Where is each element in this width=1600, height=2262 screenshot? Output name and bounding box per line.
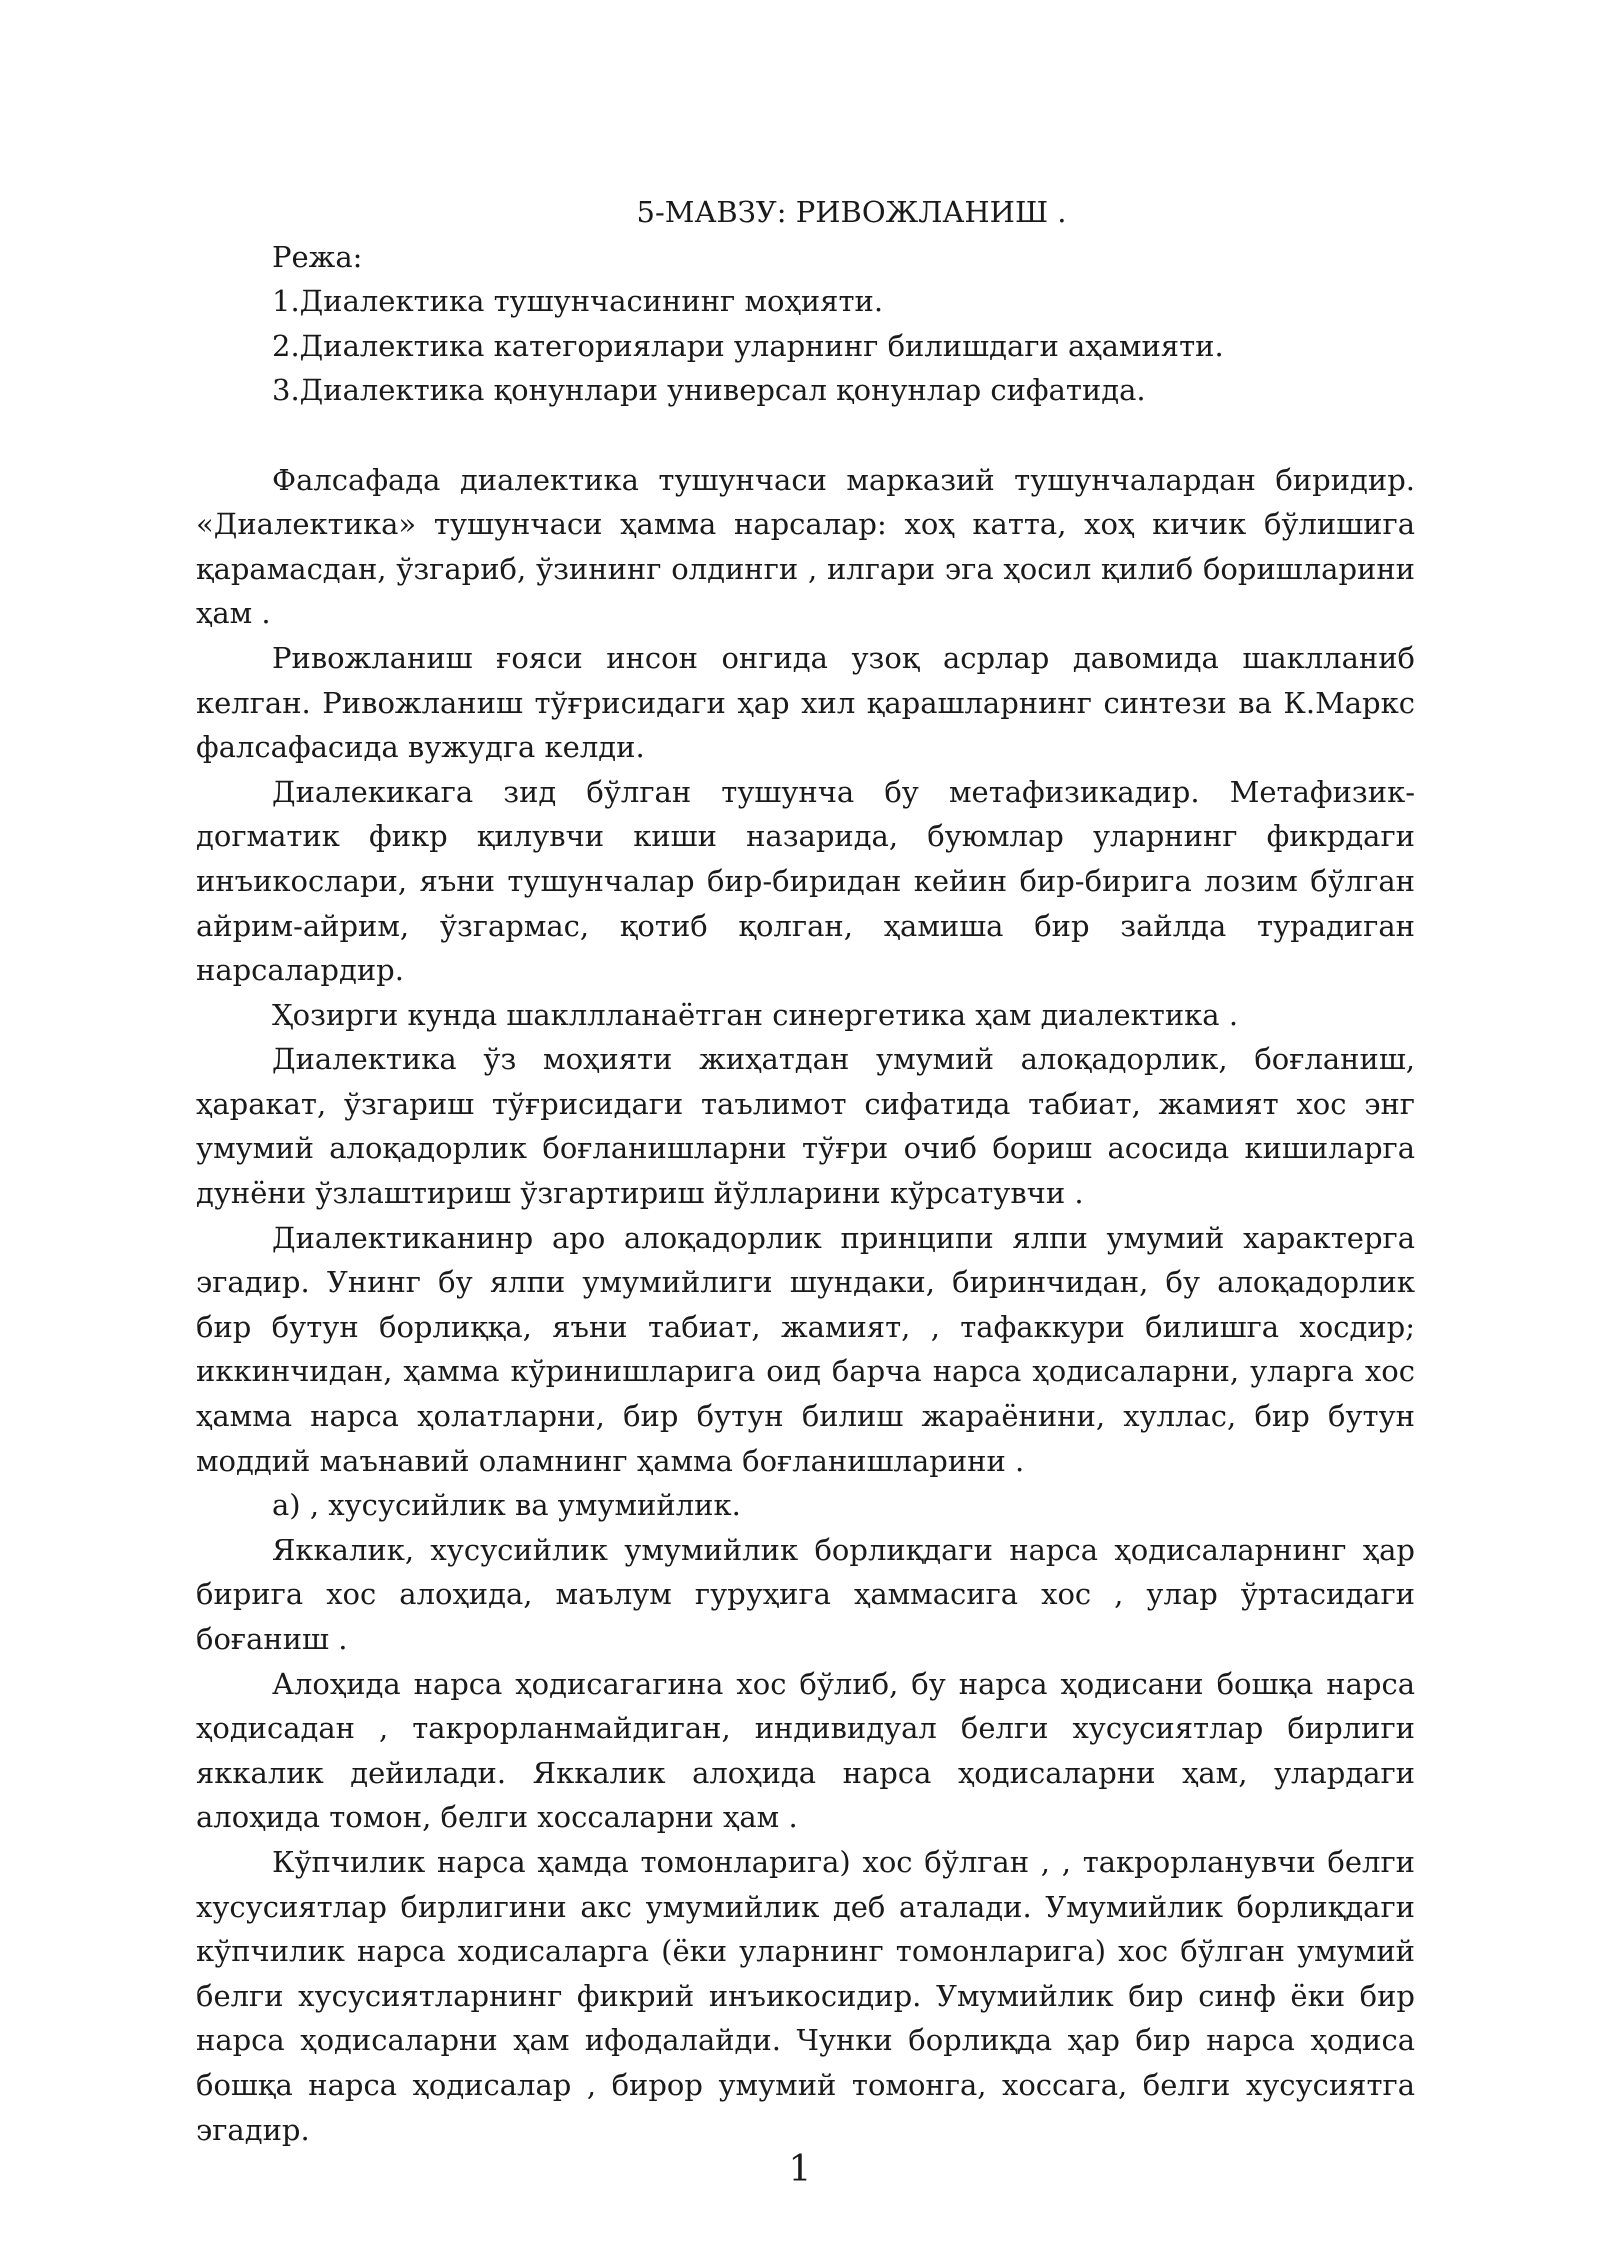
plan-item: 2.Диалектика категориялари уларнинг билишдаги аҳамияти. [272, 328, 1224, 363]
document-page [196, 190, 1415, 2152]
body-paragraph: Диалекикага зид бўлган тушунча бу метафизикадир. Метафизик-догматик фикр қилувчи киши назарида, буюмлар уларнинг фикрдаги инъикослари, яъни тушунчалар бир-биридан кейин бир-бирига лозим бўлган айрим-айрим, ўзгармас, қотиб қолган, ҳамиша бир зайлда турадиган нарсалардир. [196, 774, 1415, 988]
body-paragraph: Диалектиканинр аро алоқадорлик принципи ялпи умумий характерга эгадир. Унинг бу ялпи умумийлиги шундаки, биринчидан, бу алоқадорлик бир бутун борлиққа, яъни табиат, жамият, , тафаккури билишга хосдир; иккинчидан, ҳамма кўринишларига оид барча нарса ҳодисаларни, уларга хос ҳамма нарса ҳолатларни, бир бутун билиш жараёнини, хуллас, бир бутун моддий маънавий оламнинг ҳамма боғланишларини . [196, 1220, 1415, 1478]
body-paragraph: Кўпчилик нарса ҳамда томонларига) хос бўлган , , такрорланувчи белги хусусиятлар бирлигини акс умумийлик деб аталади. Умумийлик борлиқдаги кўпчилик нарса ходисаларга (ёки уларнинг томонларига) хос бўлган умумий белги хусусиятларнинг фикрий инъикосидир. Умумийлик бир синф ёки бир нарса ҳодисаларни ҳам ифодалайди. Чунки борлиқда ҳар бир нарса ҳодиса бошқа нарса ҳодисалар , бирор умумий томонга, хоссага, белги хусусиятга эгадир. [196, 1844, 1415, 2147]
document-title: 5-МАВЗУ: РИВОЖЛАНИШ . [636, 195, 1067, 229]
body-paragraph: а) , хусусийлик ва умумийлик. [272, 1488, 741, 1523]
body-paragraph: Ривожланиш ғояси инсон онгида узоқ асрлар давомида шаклланиб келган. Ривожланиш тўғрисидаги ҳар хил қарашларнинг синтези ва К.Маркс фалсафасида вужудга келди. [196, 640, 1415, 765]
body-paragraph: Фалсафада диалектика тушунчаси марказий тушунчалардан биридир. «Диалектика» тушунчаси ҳамма нарсалар: хоҳ катта, хоҳ кичик бўлишига қарамасдан, ўзгариб, ўзининг олдинги , илгари эга ҳосил қилиб боришларини ҳам . [196, 462, 1415, 631]
body-paragraph: Яккалик, хусусийлик умумийлик борлиқдаги нарса ҳодисаларнинг ҳар бирига хос алоҳида, маълум гуруҳига ҳаммасига хос , улар ўртасидаги боғаниш . [196, 1532, 1415, 1656]
body-paragraph: Алоҳида нарса ҳодисагагина хос бўлиб, бу нарса ҳодисани бошқа нарса ҳодисадан , такрорланмайдиган, индивидуал белги хусусиятлар бирлиги яккалик дейилади. Яккалик алоҳида нарса ҳодисаларни ҳам, улардаги алоҳида томон, белги хоссаларни ҳам . [196, 1666, 1415, 1835]
body-paragraph: Ҳозирги кунда шакллланаётган синергетика ҳам диалектика . [272, 997, 1239, 1032]
plan-item: 3.Диалектика қонунлари универсал қонунлар сифатида. [272, 373, 1146, 408]
page-number: 1 [788, 2149, 812, 2190]
plan-heading: Режа: [272, 239, 363, 274]
body-paragraph: Диалектика ўз моҳияти жиҳатдан умумий алоқадорлик, боғланиш, ҳаракат, ўзгариш тўғрисидаги таълимот сифатида табиат, жамият хос энг умумий алоқадорлик боғланишларни тўғри очиб бориш асосида кишиларга дунёни ўзлаштириш ўзгартириш йўлларини кўрсатувчи . [196, 1042, 1415, 1211]
plan-item: 1.Диалектика тушунчасининг моҳияти. [272, 284, 884, 319]
blank-line [196, 413, 1415, 458]
